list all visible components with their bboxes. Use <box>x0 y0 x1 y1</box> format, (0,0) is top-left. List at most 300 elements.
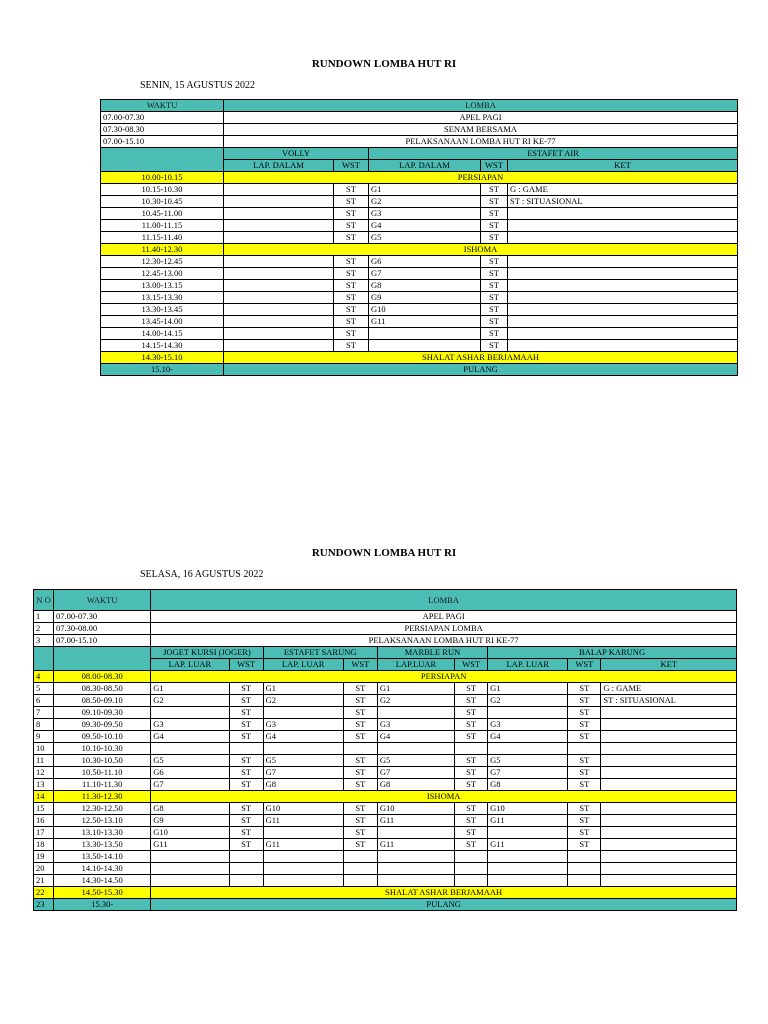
table-cell: G2 <box>369 196 481 208</box>
table-cell <box>455 743 488 755</box>
time-cell: 14.15-14.30 <box>101 340 224 352</box>
table-row <box>101 292 738 304</box>
activity-cell: SENAM BERSAMA <box>224 124 738 136</box>
table-cell <box>455 851 488 863</box>
table-cell <box>229 863 263 875</box>
time-cell: 10.00-10.15 <box>101 172 224 184</box>
table-cell: ST <box>334 220 369 232</box>
table-cell <box>229 851 263 863</box>
table-cell: ST <box>343 683 377 695</box>
table-cell: ST <box>481 340 508 352</box>
table-cell: ST <box>568 707 601 719</box>
table-cell <box>601 743 737 755</box>
sport-header: ESTAFET SARUNG <box>263 647 377 659</box>
time-cell: 08.00-08.30 <box>54 671 151 683</box>
time-cell: 12.30-12.50 <box>54 803 151 815</box>
table-cell: ST <box>334 328 369 340</box>
table-cell: G3 <box>488 719 568 731</box>
table-cell: G5 <box>488 755 568 767</box>
table-cell: ST <box>229 695 263 707</box>
table-cell <box>508 304 738 316</box>
time-cell: 13.30-13.50 <box>54 839 151 851</box>
table-cell: G11 <box>369 316 481 328</box>
table-cell: G3 <box>377 719 454 731</box>
sport-header-row <box>34 647 737 659</box>
table-cell: G2 <box>263 695 343 707</box>
table-cell: ST <box>343 731 377 743</box>
table-cell <box>508 208 738 220</box>
table-cell: ST <box>481 196 508 208</box>
table-cell <box>224 328 334 340</box>
table-cell <box>508 256 738 268</box>
table-cell: G4 <box>377 731 454 743</box>
table-cell: ST <box>568 683 601 695</box>
table-cell: G3 <box>369 208 481 220</box>
sport-header: MARBLE RUN <box>377 647 487 659</box>
sub-header: LAP.LUAR <box>377 659 454 671</box>
table-cell <box>229 875 263 887</box>
table-cell: G8 <box>488 779 568 791</box>
time-cell: 13.10-13.30 <box>54 827 151 839</box>
time-cell: 11.10-11.30 <box>54 779 151 791</box>
table-row <box>101 136 738 148</box>
table-cell: ST <box>334 268 369 280</box>
table-row <box>101 184 738 196</box>
table-cell <box>601 803 737 815</box>
table-cell: ST <box>481 280 508 292</box>
table-cell: ST <box>481 220 508 232</box>
band-cell: ISHOMA <box>224 244 738 256</box>
table-row <box>34 719 737 731</box>
table-cell: G4 <box>263 731 343 743</box>
table-cell <box>224 220 334 232</box>
no-cell: 19 <box>34 851 54 863</box>
table-row <box>101 280 738 292</box>
table-cell: ST <box>229 827 263 839</box>
table-cell: ST <box>343 827 377 839</box>
table-cell: G8 <box>377 779 454 791</box>
sport-header: ESTAFET AIR <box>369 148 738 160</box>
table-cell: G9 <box>151 815 229 827</box>
no-cell: 15 <box>34 803 54 815</box>
table-cell <box>568 851 601 863</box>
table-cell: ST <box>455 719 488 731</box>
sport-header-row <box>101 148 738 160</box>
table-cell <box>263 851 343 863</box>
table-cell <box>488 863 568 875</box>
no-cell: 16 <box>34 815 54 827</box>
table-row <box>34 767 737 779</box>
table-row <box>101 316 738 328</box>
table-cell: ST <box>229 731 263 743</box>
header-row <box>101 100 738 112</box>
no-cell: 23 <box>34 899 54 911</box>
table-cell: ST <box>568 695 601 707</box>
header-waktu: WAKTU <box>54 590 151 611</box>
table-cell: ST <box>334 232 369 244</box>
table-row <box>34 779 737 791</box>
table-cell: G10 <box>369 304 481 316</box>
table-cell <box>224 340 334 352</box>
table-cell <box>488 827 568 839</box>
table-cell <box>377 851 454 863</box>
table-cell <box>151 707 229 719</box>
table-row <box>34 623 737 635</box>
time-cell: 07.30-08.00 <box>54 623 151 635</box>
activity-cell: PELAKSANAAN LOMBA HUT RI KE-77 <box>151 635 737 647</box>
table-cell <box>601 815 737 827</box>
table-cell <box>151 863 229 875</box>
table-row <box>34 683 737 695</box>
time-cell: 07.00-07.30 <box>101 112 224 124</box>
table-cell <box>224 268 334 280</box>
table-cell: G2 <box>377 695 454 707</box>
table-cell: G8 <box>369 280 481 292</box>
table-cell: ST <box>343 695 377 707</box>
table-cell: ST <box>455 803 488 815</box>
table-row <box>34 899 737 911</box>
time-cell: 13.45-14.00 <box>101 316 224 328</box>
table-cell: ST <box>343 755 377 767</box>
table-cell <box>224 196 334 208</box>
table-cell: ST <box>481 316 508 328</box>
table-cell: ST <box>568 827 601 839</box>
time-cell: 07.00-07.30 <box>54 611 151 623</box>
table-cell: G4 <box>151 731 229 743</box>
sub-header: LAP. LUAR <box>488 659 568 671</box>
table-cell: G11 <box>263 839 343 851</box>
table-row <box>101 208 738 220</box>
table-row <box>34 671 737 683</box>
blank-header-cell <box>101 148 224 172</box>
no-cell: 18 <box>34 839 54 851</box>
table-cell: ST <box>455 683 488 695</box>
table-cell: ST <box>568 755 601 767</box>
table-row <box>101 112 738 124</box>
table-cell <box>508 280 738 292</box>
day2-date: SELASA, 16 AGUSTUS 2022 <box>140 569 264 580</box>
table-cell: G5 <box>369 232 481 244</box>
table-cell: G3 <box>263 719 343 731</box>
table-cell: ST <box>343 779 377 791</box>
sub-header: LAP. LUAR <box>263 659 343 671</box>
table-cell <box>508 268 738 280</box>
table-cell: ST <box>481 268 508 280</box>
sub-header: WST <box>229 659 263 671</box>
table-cell: ST <box>481 184 508 196</box>
table-cell <box>377 707 454 719</box>
table-cell <box>508 232 738 244</box>
no-cell: 2 <box>34 623 54 635</box>
table-cell: ST <box>568 839 601 851</box>
sub-header: KET <box>601 659 737 671</box>
table-cell: ST <box>455 695 488 707</box>
time-cell: 13.30-13.45 <box>101 304 224 316</box>
header-lomba: LOMBA <box>151 590 737 611</box>
table-cell: G4 <box>488 731 568 743</box>
table-cell: ST <box>568 767 601 779</box>
table-cell: ST <box>343 707 377 719</box>
table-cell: ST <box>455 779 488 791</box>
table-cell <box>263 707 343 719</box>
day2-title: RUNDOWN LOMBA HUT RI <box>311 547 457 559</box>
table-cell <box>229 743 263 755</box>
time-cell: 11.15-11.40 <box>101 232 224 244</box>
blank-header-cell <box>54 647 151 671</box>
table-row <box>34 887 737 899</box>
table-cell: ST <box>334 304 369 316</box>
activity-cell: PERSIAPAN LOMBA <box>151 623 737 635</box>
table-cell <box>224 304 334 316</box>
table-cell: G4 <box>369 220 481 232</box>
table-cell <box>455 875 488 887</box>
no-cell: 14 <box>34 791 54 803</box>
table-row <box>34 611 737 623</box>
table-cell: G9 <box>369 292 481 304</box>
table-cell <box>343 743 377 755</box>
time-cell: 11.40-12.30 <box>101 244 224 256</box>
table-cell: ST <box>568 731 601 743</box>
time-cell: 10.15-10.30 <box>101 184 224 196</box>
table-cell: ST <box>229 707 263 719</box>
sport-header: VOLLY <box>224 148 369 160</box>
time-cell: 14.30-14.50 <box>54 875 151 887</box>
table-cell <box>601 851 737 863</box>
table-cell <box>488 707 568 719</box>
table-cell <box>263 875 343 887</box>
day2-rundown-table <box>33 589 737 911</box>
table-cell: ST <box>481 208 508 220</box>
table-cell <box>508 340 738 352</box>
table-cell: G5 <box>263 755 343 767</box>
table-cell: ST <box>229 839 263 851</box>
table-cell <box>343 863 377 875</box>
table-cell <box>455 863 488 875</box>
table-cell: ST <box>481 292 508 304</box>
table-cell <box>601 707 737 719</box>
table-cell <box>151 875 229 887</box>
table-cell: G7 <box>369 268 481 280</box>
table-cell <box>343 875 377 887</box>
table-cell <box>224 232 334 244</box>
table-row <box>101 364 738 376</box>
table-cell: G3 <box>151 719 229 731</box>
band-cell: PULANG <box>224 364 738 376</box>
table-cell: ST <box>229 683 263 695</box>
table-row <box>101 268 738 280</box>
table-cell <box>151 851 229 863</box>
table-row <box>34 863 737 875</box>
table-cell: G11 <box>377 839 454 851</box>
table-cell: ST <box>455 707 488 719</box>
table-cell <box>224 184 334 196</box>
table-cell: ST <box>568 815 601 827</box>
no-cell: 11 <box>34 755 54 767</box>
time-cell: 12.50-13.10 <box>54 815 151 827</box>
table-cell <box>508 328 738 340</box>
time-cell: 12.30-12.45 <box>101 256 224 268</box>
band-cell: PERSIAPAN <box>151 671 737 683</box>
table-cell <box>224 208 334 220</box>
table-row <box>34 827 737 839</box>
table-cell <box>224 316 334 328</box>
table-row <box>34 731 737 743</box>
sport-header: JOGET KURSI (JOGER) <box>151 647 263 659</box>
day1-title: RUNDOWN LOMBA HUT RI <box>311 58 457 70</box>
table-cell <box>568 875 601 887</box>
sub-header: WST <box>455 659 488 671</box>
table-row <box>34 851 737 863</box>
time-cell: 09.10-09.30 <box>54 707 151 719</box>
time-cell: 13.50-14.10 <box>54 851 151 863</box>
table-cell: G1 <box>377 683 454 695</box>
sub-header: KET <box>508 160 738 172</box>
no-cell: 13 <box>34 779 54 791</box>
table-cell <box>508 220 738 232</box>
table-row <box>101 328 738 340</box>
table-cell: ST <box>455 767 488 779</box>
table-cell: G1 <box>151 683 229 695</box>
no-cell: 20 <box>34 863 54 875</box>
sub-header: LAP. DALAM <box>369 160 481 172</box>
time-cell: 11.00-11.15 <box>101 220 224 232</box>
table-cell <box>369 328 481 340</box>
table-cell <box>263 863 343 875</box>
table-cell: ST <box>343 839 377 851</box>
no-cell: 4 <box>34 671 54 683</box>
table-cell: G : GAME <box>601 683 737 695</box>
table-cell <box>488 743 568 755</box>
no-cell: 17 <box>34 827 54 839</box>
table-cell <box>601 719 737 731</box>
table-cell <box>377 875 454 887</box>
header-row <box>34 590 737 611</box>
table-cell: G11 <box>151 839 229 851</box>
table-cell <box>601 863 737 875</box>
table-row <box>34 815 737 827</box>
table-row <box>34 707 737 719</box>
no-cell: 6 <box>34 695 54 707</box>
table-cell: ST <box>334 196 369 208</box>
time-cell: 14.30-15.10 <box>101 352 224 364</box>
no-cell: 10 <box>34 743 54 755</box>
table-cell: G11 <box>263 815 343 827</box>
no-cell: 8 <box>34 719 54 731</box>
time-cell: 07.30-08.30 <box>101 124 224 136</box>
table-cell <box>601 827 737 839</box>
no-cell: 3 <box>34 635 54 647</box>
table-cell <box>263 827 343 839</box>
time-cell: 11.30-12.30 <box>54 791 151 803</box>
no-cell: 5 <box>34 683 54 695</box>
table-cell <box>377 827 454 839</box>
table-cell <box>601 755 737 767</box>
table-row <box>101 124 738 136</box>
table-row <box>101 304 738 316</box>
table-cell <box>224 256 334 268</box>
time-cell: 08.50-09.10 <box>54 695 151 707</box>
no-cell: 7 <box>34 707 54 719</box>
sport-header: BALAP KARUNG <box>488 647 737 659</box>
day1-date: SENIN, 15 AGUSTUS 2022 <box>140 80 256 91</box>
time-cell: 10.30-10.50 <box>54 755 151 767</box>
table-cell: ST <box>455 731 488 743</box>
table-cell <box>601 731 737 743</box>
band-cell: SHALAT ASHAR BERJAMAAH <box>151 887 737 899</box>
band-cell: PULANG <box>151 899 737 911</box>
table-cell: ST <box>455 827 488 839</box>
table-cell: G2 <box>488 695 568 707</box>
time-cell: 15.10- <box>101 364 224 376</box>
table-cell: G1 <box>488 683 568 695</box>
table-row <box>101 352 738 364</box>
sub-header: WST <box>481 160 508 172</box>
table-row <box>34 755 737 767</box>
table-cell: ST <box>455 839 488 851</box>
table-row <box>34 743 737 755</box>
table-cell: G10 <box>488 803 568 815</box>
table-cell <box>568 743 601 755</box>
table-cell: ST <box>568 719 601 731</box>
time-cell: 10.45-11.00 <box>101 208 224 220</box>
header-waktu: WAKTU <box>101 100 224 112</box>
table-cell: ST <box>455 755 488 767</box>
table-cell <box>508 316 738 328</box>
table-cell: ST <box>343 803 377 815</box>
table-cell <box>377 743 454 755</box>
table-cell: G8 <box>151 803 229 815</box>
table-cell: ST <box>343 767 377 779</box>
table-row <box>101 220 738 232</box>
table-cell: G10 <box>377 803 454 815</box>
table-cell: G7 <box>151 779 229 791</box>
header-lomba: LOMBA <box>224 100 738 112</box>
table-row <box>34 635 737 647</box>
table-row <box>101 340 738 352</box>
table-cell: ST <box>334 340 369 352</box>
table-cell: ST <box>229 803 263 815</box>
time-cell: 13.00-13.15 <box>101 280 224 292</box>
table-cell <box>224 280 334 292</box>
table-cell: ST <box>481 232 508 244</box>
table-cell: ST <box>455 815 488 827</box>
table-cell: G6 <box>151 767 229 779</box>
no-cell: 22 <box>34 887 54 899</box>
band-cell: SHALAT ASHAR BERJAMAAH <box>224 352 738 364</box>
no-cell: 1 <box>34 611 54 623</box>
table-cell <box>224 292 334 304</box>
activity-cell: APEL PAGI <box>224 112 738 124</box>
time-cell: 14.00-14.15 <box>101 328 224 340</box>
table-cell <box>377 863 454 875</box>
table-cell: ST <box>229 755 263 767</box>
table-cell <box>601 875 737 887</box>
table-row <box>34 695 737 707</box>
time-cell: 14.10-14.30 <box>54 863 151 875</box>
activity-cell: PELAKSANAAN LOMBA HUT RI KE-77 <box>224 136 738 148</box>
sub-header: WST <box>334 160 369 172</box>
table-cell: ST <box>334 292 369 304</box>
table-row <box>101 172 738 184</box>
time-cell: 08.30-08.50 <box>54 683 151 695</box>
table-cell <box>508 292 738 304</box>
table-cell: G10 <box>263 803 343 815</box>
header-no: N O <box>34 590 54 611</box>
time-cell: 09.50-10.10 <box>54 731 151 743</box>
table-cell: ST <box>481 304 508 316</box>
time-cell: 15.30- <box>54 899 151 911</box>
time-cell: 07.00-15.10 <box>54 635 151 647</box>
